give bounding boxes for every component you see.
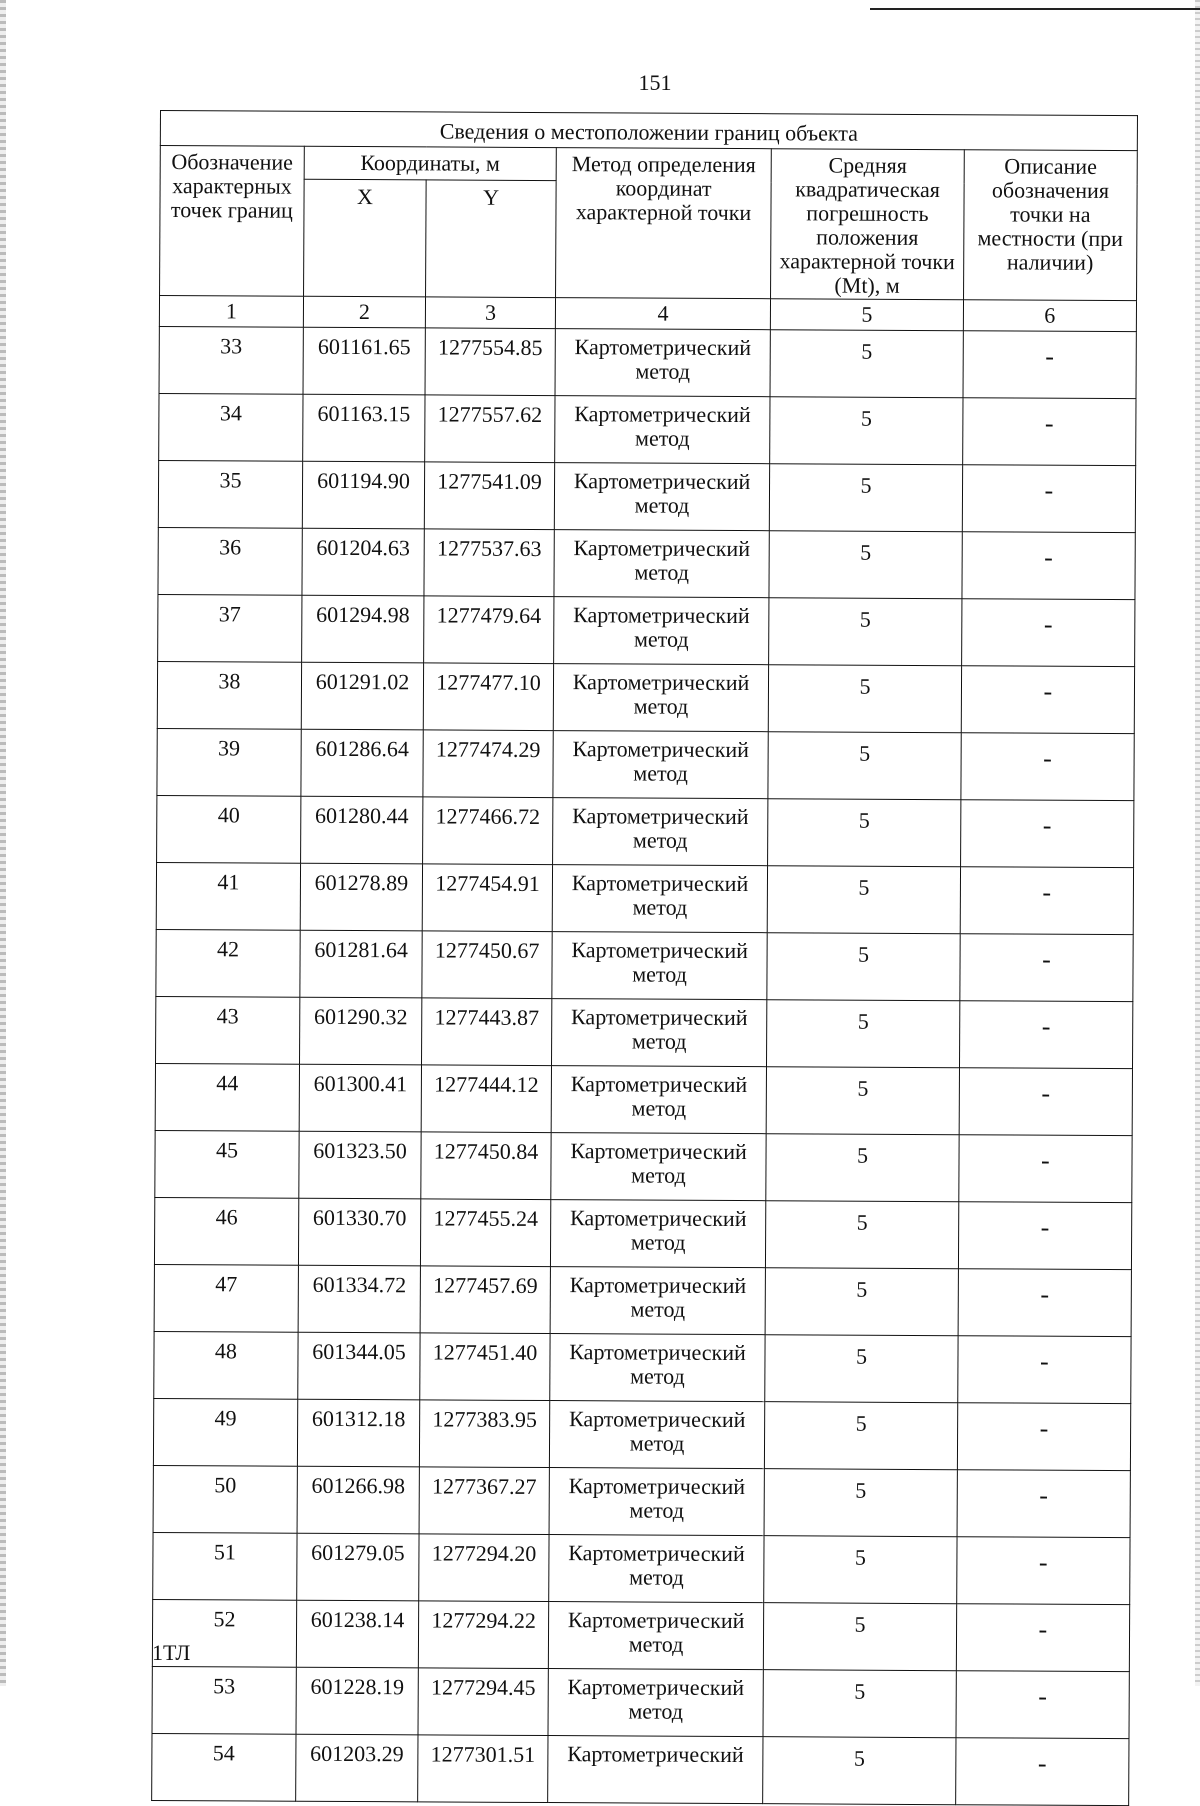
- cell-method: Картометрический метод: [552, 865, 768, 933]
- cell-point: 42: [156, 929, 300, 997]
- boundary-coordinates-table: [151, 110, 1138, 1806]
- cell-x: 601279.05: [297, 1533, 420, 1601]
- cell-error: 5: [763, 1670, 956, 1738]
- table-row: [157, 795, 1134, 867]
- cell-description: -: [960, 800, 1134, 868]
- cell-method: Картометрический метод: [555, 329, 771, 397]
- cell-x: 601228.19: [296, 1667, 419, 1735]
- table-caption-text: Сведения о местоположении границ объекта: [439, 118, 859, 146]
- cell-error: 5: [767, 866, 960, 934]
- cell-point: 53: [152, 1666, 296, 1734]
- cell-point: 35: [158, 460, 302, 528]
- cell-error: 5: [765, 1402, 958, 1470]
- cell-y: 1277474.29: [423, 730, 553, 798]
- table-row: [152, 1666, 1129, 1738]
- table-row: [158, 594, 1135, 666]
- cell-method: Картометрический метод: [549, 1535, 765, 1603]
- cell-x: 601266.98: [297, 1466, 420, 1534]
- table-row: [155, 1063, 1132, 1135]
- cell-y: 1277541.09: [424, 462, 554, 530]
- cell-x: 601330.70: [298, 1198, 421, 1266]
- cell-error: 5: [768, 799, 961, 867]
- cell-y: 1277451.40: [420, 1333, 550, 1401]
- table-row: [152, 1733, 1129, 1805]
- cell-point: 34: [159, 393, 303, 461]
- scan-right-edge: [1195, 0, 1200, 1686]
- table-row: [156, 862, 1133, 934]
- header-description: Описание обозначения точки на местности (при наличии): [963, 150, 1137, 301]
- table-row: [154, 1264, 1131, 1336]
- cell-point: 45: [155, 1130, 299, 1198]
- cell-method: Картометрический метод: [549, 1468, 765, 1536]
- cell-y: 1277466.72: [423, 797, 553, 865]
- cell-y: 1277444.12: [421, 1065, 551, 1133]
- header-error: Средняя квадратическая погрешность положения характерной точки (Mt), м: [771, 149, 964, 300]
- cell-y: 1277455.24: [421, 1199, 551, 1267]
- table-row: [153, 1398, 1130, 1470]
- cell-error: 5: [763, 1737, 956, 1805]
- cell-error: 5: [764, 1603, 957, 1671]
- cell-error: 5: [764, 1536, 957, 1604]
- cell-x: 601344.05: [298, 1332, 421, 1400]
- table-row: [152, 1599, 1129, 1671]
- cell-description: -: [959, 1068, 1133, 1136]
- cell-description: -: [962, 465, 1136, 533]
- cell-error: 5: [767, 933, 960, 1001]
- table-row: [159, 393, 1136, 465]
- table-row: [156, 929, 1133, 1001]
- cell-point: 50: [153, 1465, 297, 1533]
- cell-description: -: [958, 1202, 1132, 1270]
- cell-y: 1277294.20: [419, 1534, 549, 1602]
- cell-error: 5: [766, 1134, 959, 1202]
- cell-error: 5: [768, 665, 961, 733]
- scan-left-edge: [0, 0, 6, 1686]
- cell-error: 5: [766, 1201, 959, 1269]
- cell-y: 1277537.63: [424, 529, 554, 597]
- footer-mark: 1ТЛ: [152, 1640, 191, 1665]
- cell-y: 1277443.87: [422, 998, 552, 1066]
- cell-description: -: [956, 1604, 1130, 1672]
- cell-error: 5: [767, 1000, 960, 1068]
- cell-error: 5: [765, 1335, 958, 1403]
- table-row: [153, 1532, 1130, 1604]
- cell-point: 33: [159, 326, 303, 394]
- cell-x: 601323.50: [299, 1131, 422, 1199]
- cell-point: 51: [153, 1532, 297, 1600]
- cell-description: -: [961, 666, 1135, 734]
- cell-error: 5: [765, 1268, 958, 1336]
- cell-description: -: [959, 1001, 1133, 1069]
- column-number-row: [159, 296, 1136, 332]
- cell-method: Картометрический метод: [551, 1066, 767, 1134]
- table-body: [152, 326, 1137, 1805]
- table-row: [154, 1197, 1131, 1269]
- cell-x: 601203.29: [296, 1734, 419, 1802]
- top-rule: [870, 8, 1200, 10]
- cell-description: -: [962, 532, 1136, 600]
- cell-method: Картометрический метод: [553, 731, 769, 799]
- cell-point: 47: [154, 1264, 298, 1332]
- cell-method: Картометрический: [548, 1736, 764, 1804]
- table-row: [159, 326, 1136, 398]
- cell-y: 1277557.62: [425, 395, 555, 463]
- header-coords: Координаты, м: [304, 146, 556, 180]
- cell-description: -: [960, 867, 1134, 935]
- cell-error: 5: [770, 330, 963, 398]
- cell-method: Картометрический метод: [548, 1602, 764, 1670]
- table-row: [157, 728, 1134, 800]
- cell-point: 46: [154, 1197, 298, 1265]
- cell-x: 601163.15: [303, 394, 426, 462]
- cell-point: 40: [157, 795, 301, 863]
- column-number: 5: [771, 299, 964, 331]
- cell-description: -: [961, 733, 1135, 801]
- header-method: Метод определения координат характерной точки: [555, 148, 771, 299]
- cell-x: 601280.44: [300, 796, 423, 864]
- table-row: [155, 1130, 1132, 1202]
- cell-point: 49: [153, 1398, 297, 1466]
- cell-y: 1277450.67: [422, 931, 552, 999]
- header-point: Обозначение характерных точек границ: [160, 146, 305, 297]
- cell-method: Картометрический метод: [552, 798, 768, 866]
- cell-method: Картометрический метод: [551, 999, 767, 1067]
- cell-method: Картометрический метод: [550, 1200, 766, 1268]
- table-row: [158, 527, 1135, 599]
- cell-y: 1277554.85: [425, 328, 555, 396]
- table-caption: [160, 111, 1137, 151]
- cell-method: Картометрический метод: [548, 1669, 764, 1737]
- cell-x: 601334.72: [298, 1265, 421, 1333]
- cell-method: Картометрический метод: [550, 1334, 766, 1402]
- cell-point: 43: [156, 996, 300, 1064]
- table-row: [158, 460, 1135, 532]
- cell-x: 601290.32: [299, 997, 422, 1065]
- cell-description: -: [955, 1738, 1129, 1806]
- header-x: X: [303, 179, 426, 297]
- cell-description: -: [957, 1470, 1131, 1538]
- cell-description: -: [958, 1336, 1132, 1404]
- cell-error: 5: [770, 464, 963, 532]
- cell-error: 5: [769, 598, 962, 666]
- header-y: Y: [426, 180, 556, 298]
- cell-point: 37: [158, 594, 302, 662]
- table-row: [156, 996, 1133, 1068]
- cell-x: 601194.90: [302, 461, 425, 529]
- cell-x: 601294.98: [301, 595, 424, 663]
- cell-y: 1277383.95: [420, 1400, 550, 1468]
- column-number: 4: [555, 298, 770, 330]
- cell-point: 41: [156, 862, 300, 930]
- cell-x: 601204.63: [302, 528, 425, 596]
- cell-method: Картометрический метод: [551, 1133, 767, 1201]
- cell-method: Картометрический метод: [550, 1267, 766, 1335]
- cell-point: 44: [155, 1063, 299, 1131]
- page-number: 151: [638, 70, 672, 95]
- cell-method: Картометрический метод: [554, 530, 770, 598]
- cell-error: 5: [768, 732, 961, 800]
- cell-description: -: [957, 1403, 1131, 1471]
- cell-description: -: [958, 1269, 1132, 1337]
- cell-point: 39: [157, 728, 301, 796]
- cell-method: Картометрический метод: [553, 664, 769, 732]
- column-number: 2: [303, 296, 425, 328]
- cell-method: Картометрический метод: [554, 463, 770, 531]
- cell-error: 5: [764, 1469, 957, 1537]
- cell-description: -: [956, 1537, 1130, 1605]
- cell-y: 1277301.51: [418, 1735, 548, 1803]
- cell-point: 54: [152, 1733, 296, 1801]
- cell-description: -: [960, 934, 1134, 1002]
- cell-x: 601300.41: [299, 1064, 422, 1132]
- cell-y: 1277477.10: [423, 663, 553, 731]
- cell-error: 5: [770, 397, 963, 465]
- cell-x: 601278.89: [300, 863, 423, 931]
- cell-y: 1277450.84: [421, 1132, 551, 1200]
- cell-y: 1277294.45: [418, 1668, 548, 1736]
- cell-y: 1277454.91: [422, 864, 552, 932]
- cell-y: 1277457.69: [420, 1266, 550, 1334]
- cell-description: -: [963, 331, 1137, 399]
- cell-error: 5: [766, 1067, 959, 1135]
- cell-description: -: [959, 1135, 1133, 1203]
- column-number: 6: [963, 300, 1136, 332]
- cell-x: 601312.18: [297, 1399, 420, 1467]
- cell-point: 38: [157, 661, 301, 729]
- cell-x: 601291.02: [301, 662, 424, 730]
- cell-method: Картометрический метод: [552, 932, 768, 1000]
- cell-method: Картометрический метод: [554, 597, 770, 665]
- cell-y: 1277367.27: [419, 1467, 549, 1535]
- cell-description: -: [961, 599, 1135, 667]
- table-row: [154, 1331, 1131, 1403]
- cell-point: 52: [152, 1599, 296, 1667]
- cell-description: -: [956, 1671, 1130, 1739]
- cell-point: 36: [158, 527, 302, 595]
- cell-method: Картометрический метод: [549, 1401, 765, 1469]
- cell-x: 601238.14: [296, 1600, 419, 1668]
- cell-x: 601286.64: [301, 729, 424, 797]
- cell-point: 48: [154, 1331, 298, 1399]
- table-row: [153, 1465, 1130, 1537]
- cell-y: 1277479.64: [424, 596, 554, 664]
- column-number: 3: [425, 297, 555, 329]
- cell-y: 1277294.22: [418, 1601, 548, 1669]
- cell-x: 601281.64: [300, 930, 423, 998]
- cell-x: 601161.65: [303, 327, 426, 395]
- cell-description: -: [962, 398, 1136, 466]
- table-row: [157, 661, 1134, 733]
- column-number: 1: [159, 296, 303, 328]
- cell-error: 5: [769, 531, 962, 599]
- cell-method: Картометрический метод: [555, 396, 771, 464]
